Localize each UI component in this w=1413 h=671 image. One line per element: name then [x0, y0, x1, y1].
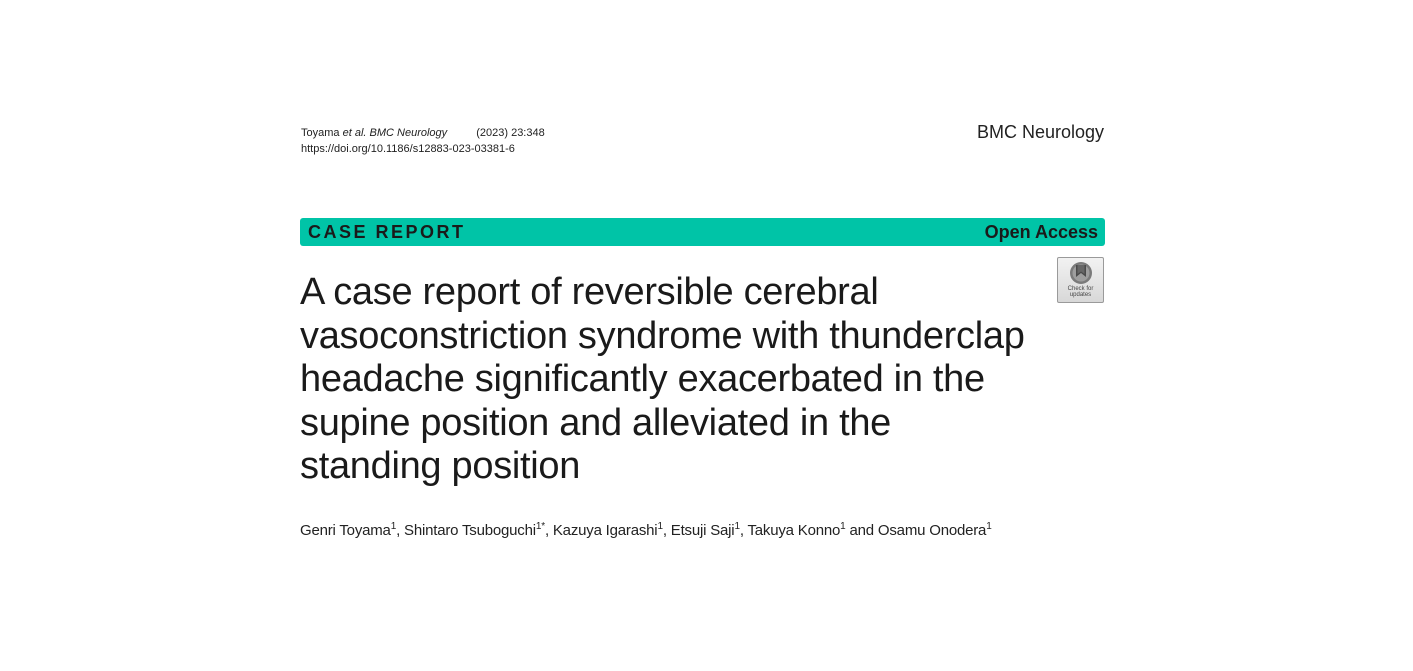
author-affiliation: 1 [734, 521, 740, 532]
crossmark-line2: updates [1069, 292, 1092, 298]
author-name[interactable]: Osamu Onodera [877, 522, 987, 539]
citation-line [301, 125, 545, 141]
author-affiliation: 1 [657, 521, 663, 532]
author-separator: and [845, 522, 878, 539]
article-type-banner [300, 218, 1105, 246]
citation-authors: Toyama [301, 127, 340, 139]
article-title: A case report of reversible cerebral vasoconstriction syndrome with thunderclap headache significantly exacerbated in the supine position and alleviated in the standing position [300, 271, 1025, 487]
citation-block [301, 125, 545, 157]
citation-etal: et al. [342, 127, 367, 139]
author-name[interactable]: Takuya Konno [747, 522, 841, 539]
author-separator: , [396, 522, 405, 539]
author-name[interactable]: Etsuji Saji [670, 522, 735, 539]
author-separator: , [544, 522, 553, 539]
crossmark-text [1068, 286, 1094, 298]
citation-year-volume: (2023) 23:348 [476, 127, 545, 139]
author-name[interactable]: Kazuya Igarashi [552, 522, 658, 539]
crossmark-line1: Check for [1067, 286, 1094, 292]
author-name[interactable]: Shintaro Tsuboguchi [404, 522, 536, 539]
crossmark-icon [1069, 261, 1093, 285]
author-affiliation: 1 [840, 521, 846, 532]
author-affiliation: 1 [390, 521, 397, 532]
author-separator: , [739, 522, 748, 539]
author-list [300, 521, 992, 539]
citation-journal: BMC Neurology [369, 127, 448, 139]
author-name[interactable]: Genri Toyama [300, 522, 391, 539]
check-for-updates-button[interactable] [1057, 257, 1104, 303]
doi-link[interactable]: https://doi.org/10.1186/s12883-023-03381-6 [301, 143, 515, 155]
author-separator: , [662, 522, 671, 539]
journal-name: BMC Neurology [976, 122, 1104, 142]
article-type-label: CASE REPORT [308, 221, 466, 242]
open-access-label: Open Access [984, 221, 1098, 242]
author-affiliation: 1* [535, 521, 545, 532]
author-affiliation: 1 [986, 521, 992, 532]
